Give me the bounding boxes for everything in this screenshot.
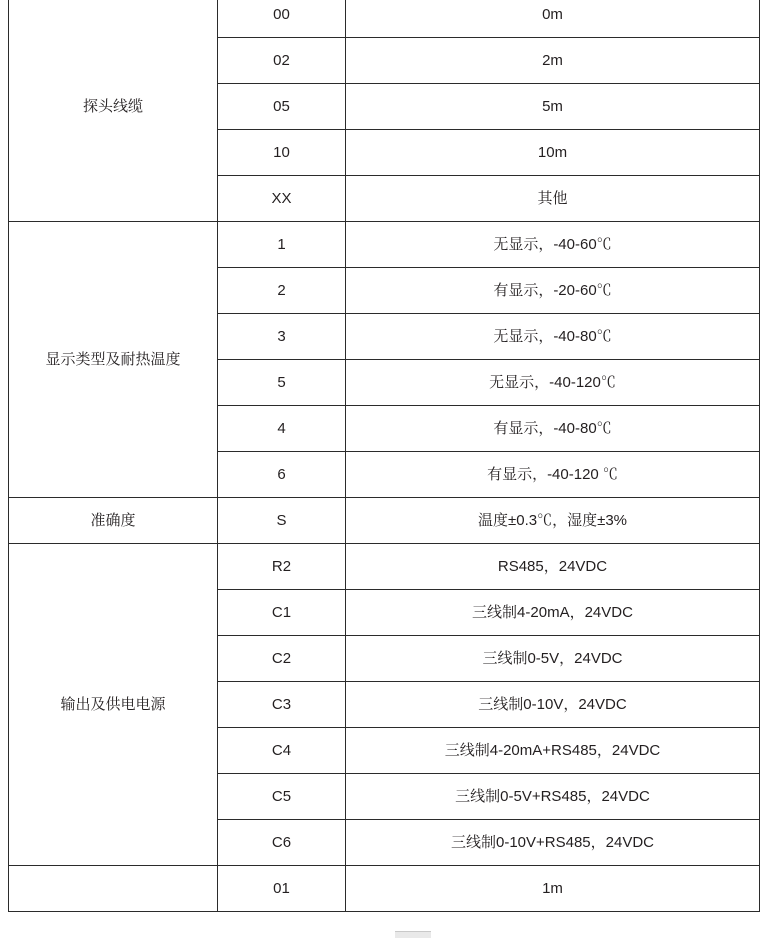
- code-cell: XX: [218, 176, 346, 222]
- desc-cell: 10m: [346, 130, 760, 176]
- desc-cell: RS485，24VDC: [346, 544, 760, 590]
- table-row: [9, 544, 760, 590]
- code-cell: 10: [218, 130, 346, 176]
- desc-cell: 温度±0.3℃，湿度±3%: [346, 498, 760, 544]
- table-row: [9, 866, 760, 912]
- code-cell: 5: [218, 360, 346, 406]
- desc-cell: 三线制0-5V，24VDC: [346, 636, 760, 682]
- code-cell: 02: [218, 38, 346, 84]
- desc-cell: 有显示，-20-60℃: [346, 268, 760, 314]
- desc-cell: 无显示，-40-60℃: [346, 222, 760, 268]
- group-label: 准确度: [9, 498, 218, 544]
- desc-cell: 2m: [346, 38, 760, 84]
- code-cell: C4: [218, 728, 346, 774]
- code-cell: 4: [218, 406, 346, 452]
- desc-cell: 无显示，-40-120℃: [346, 360, 760, 406]
- table-body: [9, 0, 760, 912]
- code-cell: C5: [218, 774, 346, 820]
- desc-cell: 三线制0-10V，24VDC: [346, 682, 760, 728]
- desc-cell: 三线制0-5V+RS485，24VDC: [346, 774, 760, 820]
- group-label: 探头线缆: [9, 0, 218, 222]
- code-cell: 6: [218, 452, 346, 498]
- specification-table: [8, 0, 760, 912]
- desc-cell: 三线制4-20mA，24VDC: [346, 590, 760, 636]
- desc-cell: 其他: [346, 176, 760, 222]
- table-row: [9, 498, 760, 544]
- desc-cell: 三线制0-10V+RS485，24VDC: [346, 820, 760, 866]
- desc-cell: 1m: [346, 866, 760, 912]
- code-cell: 01: [218, 866, 346, 912]
- desc-cell: 0m: [346, 0, 760, 38]
- code-cell: C2: [218, 636, 346, 682]
- group-label: 显示类型及耐热温度: [9, 222, 218, 498]
- desc-cell: 有显示，-40-80℃: [346, 406, 760, 452]
- code-cell: 00: [218, 0, 346, 38]
- table-row: [9, 222, 760, 268]
- desc-cell: 三线制4-20mA+RS485，24VDC: [346, 728, 760, 774]
- group-label: [9, 866, 218, 912]
- desc-cell: 有显示，-40-120 ℃: [346, 452, 760, 498]
- group-label: 输出及供电电源: [9, 544, 218, 866]
- code-cell: 1: [218, 222, 346, 268]
- desc-cell: 无显示，-40-80℃: [346, 314, 760, 360]
- code-cell: 05: [218, 84, 346, 130]
- desc-cell: 5m: [346, 84, 760, 130]
- code-cell: C3: [218, 682, 346, 728]
- code-cell: C1: [218, 590, 346, 636]
- code-cell: C6: [218, 820, 346, 866]
- code-cell: 2: [218, 268, 346, 314]
- code-cell: S: [218, 498, 346, 544]
- code-cell: 3: [218, 314, 346, 360]
- code-cell: R2: [218, 544, 346, 590]
- table-row: [9, 0, 760, 38]
- page-bottom-marker: [395, 931, 431, 938]
